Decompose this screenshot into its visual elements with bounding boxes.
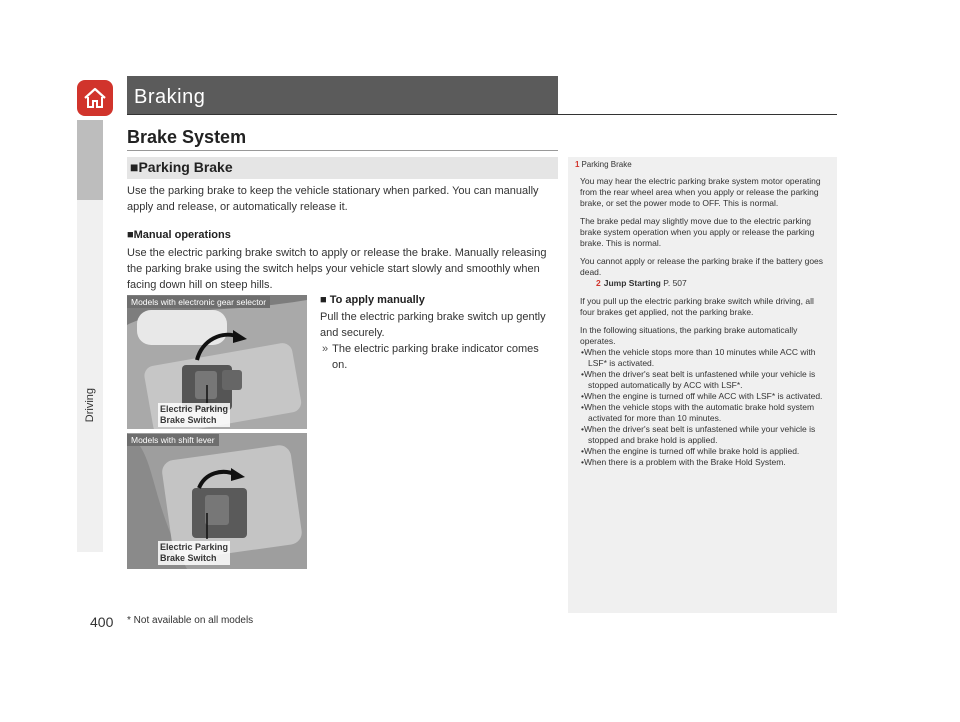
subsection-marker: ■ [130, 159, 139, 175]
notes-body [580, 176, 830, 468]
notes-marker: 1 [575, 160, 580, 169]
callout-line2: Brake Switch [160, 415, 217, 425]
notes-paragraph: The brake pedal may slightly move due to the electric parking brake system operation when you apply or release the parking brake. This is normal. [580, 216, 815, 248]
section-title: Brake System [127, 127, 247, 147]
footnote: * Not available on all models [127, 615, 254, 626]
manual-text: Use the electric parking brake switch to apply or release the brake. Manually releasing the parking brake using the switch helps your vehicle start slowly and smoothly when facing down hill on steep hills. [127, 247, 547, 291]
sidebar-marker [77, 120, 103, 200]
notes-paragraph: You may hear the electric parking brake system motor operating from the rear wheel area when you apply or release the parking brake, or set the power mode to OFF. This is normal. [580, 176, 821, 208]
photo-caption: Models with electronic gear selector [127, 296, 270, 308]
notes-bullet: •When the engine is turned off while ACC with LSF* is activated. [581, 391, 823, 401]
home-icon [82, 86, 108, 110]
notes-bullet: •When the vehicle stops with the automatic brake hold system activated for more than 10 minutes. [581, 402, 815, 423]
switch-callout [158, 403, 230, 427]
notes-title-text: Parking Brake [581, 160, 632, 169]
header-rule [127, 114, 837, 115]
notes-reference[interactable] [580, 278, 830, 289]
notes-bullet: •When the engine is turned off while brake hold is applied. [581, 446, 800, 456]
notes-paragraph: You cannot apply or release the parking brake if the battery goes dead. [580, 256, 824, 277]
callout-line2: Brake Switch [160, 553, 217, 563]
notes-title [575, 160, 632, 169]
home-button[interactable] [77, 80, 113, 116]
subsection-title [130, 159, 233, 175]
note-text: The electric parking brake indicator comes on. [332, 343, 539, 371]
ref-page: P. 507 [663, 278, 687, 288]
notes-bullet: •When the driver's seat belt is unfastened while your vehicle is stopped and brake hold is applied. [581, 424, 816, 445]
switch-callout [158, 541, 230, 565]
intro-text: Use the parking brake to keep the vehicle stationary when parked. You can manually apply and release, or automatically release it. [127, 185, 539, 213]
callout-line1: Electric Parking [160, 404, 229, 414]
notes-bullet: •When there is a problem with the Brake Hold System. [581, 457, 786, 467]
apply-heading: ■ To apply manually [320, 294, 425, 306]
photo-caption: Models with shift lever [127, 434, 219, 446]
callout-line1: Electric Parking [160, 542, 229, 552]
ref-label: Jump Starting [603, 278, 661, 288]
sidebar-label: Driving [84, 388, 96, 423]
notes-bullet: •When the driver's seat belt is unfastened while your vehicle is stopped automatically by ACC with LSF*. [581, 369, 816, 390]
page-title: Braking [134, 86, 206, 108]
page-number: 400 [90, 614, 114, 630]
note-marker: » [322, 343, 329, 355]
apply-note [322, 341, 542, 373]
ref-marker: 2 [596, 278, 601, 288]
notes-bullet: •When the vehicle stops more than 10 minutes while ACC with LSF* is activated. [581, 347, 816, 368]
notes-paragraph: In the following situations, the parking brake automatically operates. [580, 325, 798, 346]
subsection-title-text: Parking Brake [138, 159, 233, 175]
section-rule [127, 150, 558, 151]
manual-heading: ■Manual operations [127, 229, 231, 241]
apply-text: Pull the electric parking brake switch up gently and securely. [320, 311, 546, 339]
notes-paragraph: If you pull up the electric parking brake switch while driving, all four brakes get applied, not the parking brake. [580, 296, 814, 317]
